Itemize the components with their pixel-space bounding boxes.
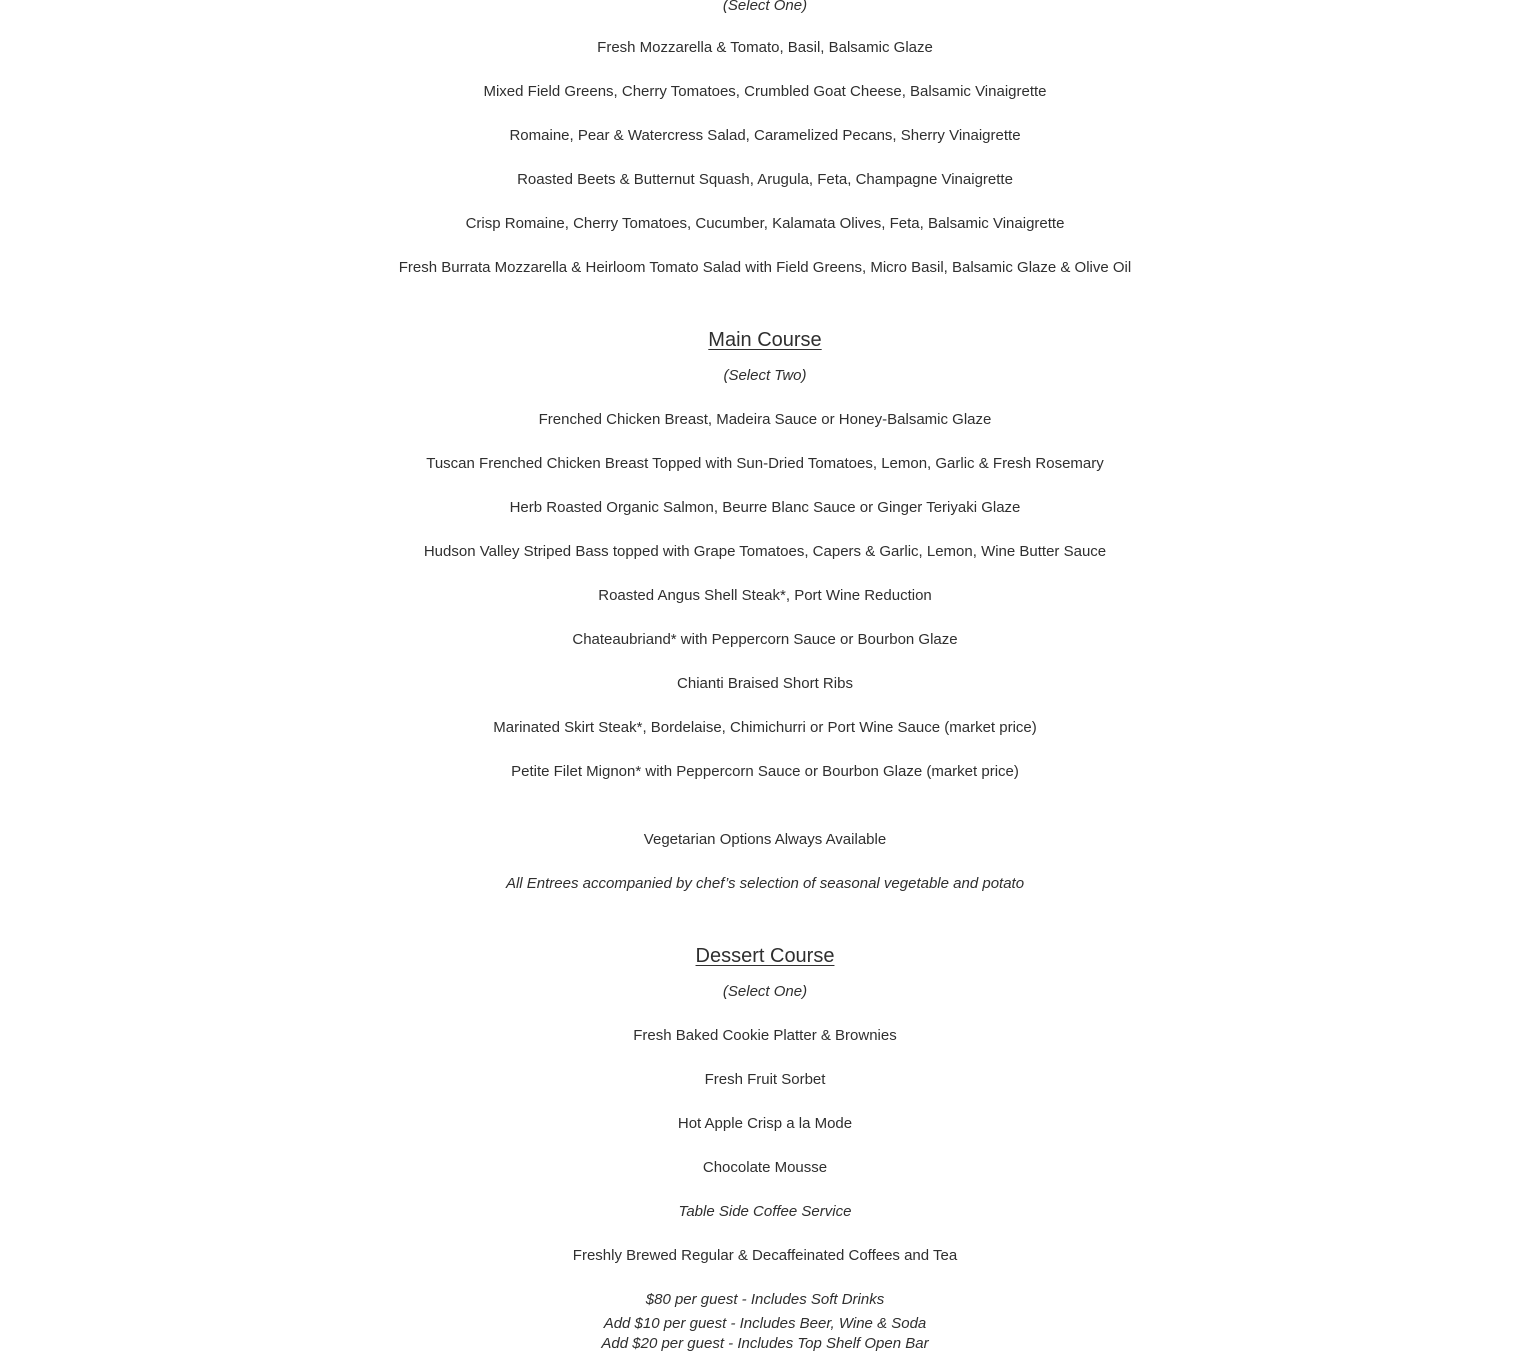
main-course-item: Hudson Valley Striped Bass topped with Grape Tomatoes, Capers & Garlic, Lemon, Wine Butter Sauce <box>423 543 1107 560</box>
main-course-item: Roasted Angus Shell Steak*, Port Wine Reduction <box>598 587 932 604</box>
main-course-select-note: (Select Two) <box>723 367 807 384</box>
pricing-line: Add $10 per guest - Includes Beer, Wine & Soda <box>603 1315 927 1332</box>
dessert-select-note: (Select One) <box>722 983 808 1000</box>
salad-item: Roasted Beets & Butternut Squash, Arugula, Feta, Champagne Vinaigrette <box>517 171 1013 188</box>
entrees-note: All Entrees accompanied by chef’s selection of seasonal vegetable and potato <box>505 875 1025 892</box>
pricing-line: $80 per guest - Includes Soft Drinks <box>645 1291 885 1308</box>
salad-item: Fresh Mozzarella & Tomato, Basil, Balsamic Glaze <box>597 39 933 56</box>
salad-select-note: (Select One) <box>722 0 808 14</box>
pricing-line: Add $20 per guest - Includes Top Shelf Open Bar <box>601 1335 929 1352</box>
dessert-item: Chocolate Mousse <box>702 1159 828 1176</box>
salad-item: Crisp Romaine, Cherry Tomatoes, Cucumber, Kalamata Olives, Feta, Balsamic Vinaigrette <box>465 215 1065 232</box>
main-course-item: Chateaubriand* with Peppercorn Sauce or Bourbon Glaze <box>572 631 958 648</box>
vegetarian-note: Vegetarian Options Always Available <box>643 831 887 848</box>
main-course-item: Herb Roasted Organic Salmon, Beurre Blanc Sauce or Ginger Teriyaki Glaze <box>509 499 1021 516</box>
salad-item: Romaine, Pear & Watercress Salad, Caramelized Pecans, Sherry Vinaigrette <box>509 127 1021 144</box>
coffee-service-heading: Table Side Coffee Service <box>678 1203 852 1220</box>
dessert-item: Fresh Baked Cookie Platter & Brownies <box>633 1027 897 1044</box>
dessert-item: Hot Apple Crisp a la Mode <box>677 1115 853 1132</box>
main-course-item: Petite Filet Mignon* with Peppercorn Sauce or Bourbon Glaze (market price) <box>511 763 1019 780</box>
main-course-item: Tuscan Frenched Chicken Breast Topped with Sun-Dried Tomatoes, Lemon, Garlic & Fresh Rosemary <box>426 455 1104 472</box>
main-course-heading-text: Main Course <box>708 329 822 351</box>
main-course-heading <box>0 327 1530 353</box>
salad-item: Mixed Field Greens, Cherry Tomatoes, Crumbled Goat Cheese, Balsamic Vinaigrette <box>483 83 1047 100</box>
main-course-item: Frenched Chicken Breast, Madeira Sauce or Honey-Balsamic Glaze <box>538 411 992 428</box>
dessert-item: Fresh Fruit Sorbet <box>704 1071 826 1088</box>
dessert-course-heading-text: Dessert Course <box>695 945 835 967</box>
coffee-service-item: Freshly Brewed Regular & Decaffeinated Coffees and Tea <box>572 1247 958 1264</box>
main-course-item: Chianti Braised Short Ribs <box>677 675 853 692</box>
main-course-item: Marinated Skirt Steak*, Bordelaise, Chimichurri or Port Wine Sauce (market price) <box>493 719 1037 736</box>
dessert-course-heading <box>0 943 1530 969</box>
salad-item: Fresh Burrata Mozzarella & Heirloom Tomato Salad with Field Greens, Micro Basil, Balsamic Glaze & Olive Oil <box>398 259 1132 276</box>
